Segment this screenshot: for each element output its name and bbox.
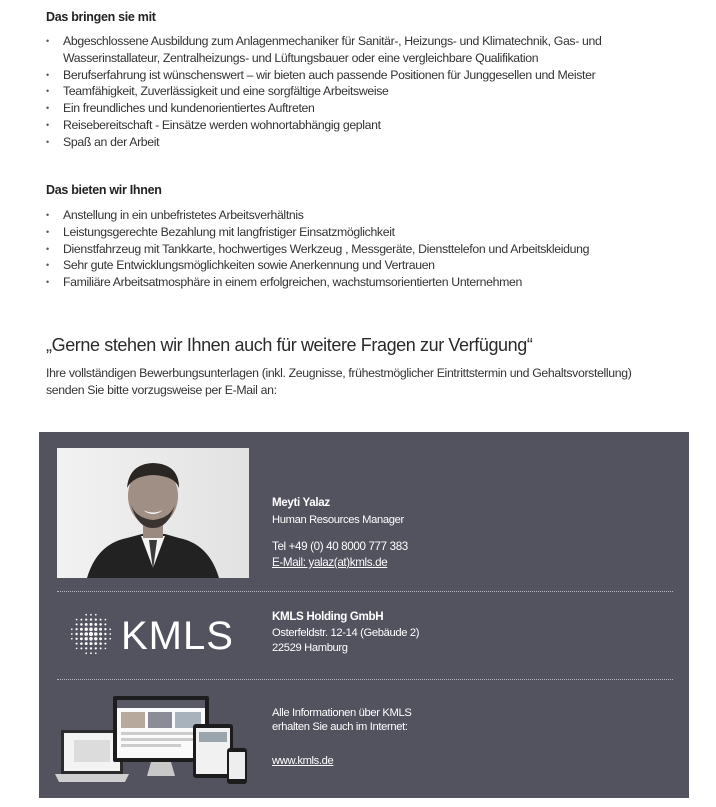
company-street: Osterfeldstr. 12-14 (Gebäude 2) <box>272 627 420 639</box>
logo-wordmark: KMLS <box>121 614 234 658</box>
kmls-logo <box>69 608 249 660</box>
list-item: • Dienstfahrzeug mit Tankkarte, hochwertiges Werkzeug , Messgeräte, Diensttelefon und Arbeitskleidung <box>46 241 666 258</box>
requirements-list <box>46 33 666 151</box>
company-name: KMLS Holding GmbH <box>272 610 384 623</box>
application-intro <box>46 365 686 399</box>
requirements-title: Das bringen sie mit <box>46 10 156 24</box>
benefits-title: Das bieten wir Ihnen <box>46 183 162 197</box>
quote-heading: „Gerne stehen wir Ihnen auch für weitere Fragen zur Verfügung“ <box>46 335 533 355</box>
web-line-2: erhalten Sie auch im Internet: <box>272 721 408 733</box>
list-item: • Berufserfahrung ist wünschenswert – wir bieten auch passende Positionen für Junggesellen und Meister <box>46 67 666 84</box>
list-item: • Sehr gute Entwicklungsmöglichkeiten sowie Anerkennung und Vertrauen <box>46 257 666 274</box>
list-item: • Leistungsgerechte Bezahlung mit langfristiger Einsatzmöglichkeit <box>46 224 666 241</box>
contact-role: Human Resources Manager <box>272 514 404 526</box>
list-item: • Spaß an der Arbeit <box>46 134 666 151</box>
list-item: • Teamfähigkeit, Zuverlässigkeit und eine sorgfältige Arbeitsweise <box>46 83 666 100</box>
benefits-list <box>46 207 666 291</box>
list-item: • Ein freundliches und kundenorientiertes Auftreten <box>46 100 666 117</box>
contact-info <box>272 496 408 569</box>
contact-name: Meyti Yalaz <box>272 496 330 509</box>
web-line-1: Alle Informationen über KMLS <box>272 707 412 719</box>
list-item: • Familiäre Arbeitsatmosphäre in einem erfolgreichen, wachstumsorientierten Unternehmen <box>46 274 666 291</box>
company-info <box>272 610 419 654</box>
contact-panel <box>39 432 689 798</box>
company-city: 22529 Hamburg <box>272 642 348 654</box>
list-item: • Reisebereitschaft - Einsätze werden wohnortabhängig geplant <box>46 117 666 134</box>
devices-illustration <box>53 690 263 790</box>
contact-photo <box>57 448 249 578</box>
list-item: • Anstellung in ein unbefristetes Arbeitsverhältnis <box>46 207 666 224</box>
contact-email-link[interactable]: E-Mail: yalaz(at)kmls.de <box>272 556 388 569</box>
list-item-continued: Wasserinstallateur, Zentralheizungs- und Lüftungsbauer oder eine vergleichbare Qualifikation <box>63 50 539 65</box>
intro-line-2: senden Sie bitte vorzugsweise per E-Mail an: <box>46 382 277 397</box>
list-item: • Abgeschlossene Ausbildung zum Anlagenmechaniker für Sanitär-, Heizungs- und Klimatechnik, Gas- und <box>46 33 666 50</box>
contact-phone: Tel +49 (0) 40 8000 777 383 <box>272 540 408 553</box>
web-info <box>272 707 411 767</box>
website-link[interactable]: www.kmls.de <box>272 755 334 767</box>
divider <box>57 679 673 680</box>
intro-line-1: Ihre vollständigen Bewerbungsunterlagen (inkl. Zeugnisse, frühestmöglicher Eintrittstermin und Gehaltsvorstellung) <box>46 366 632 380</box>
divider <box>57 591 673 592</box>
